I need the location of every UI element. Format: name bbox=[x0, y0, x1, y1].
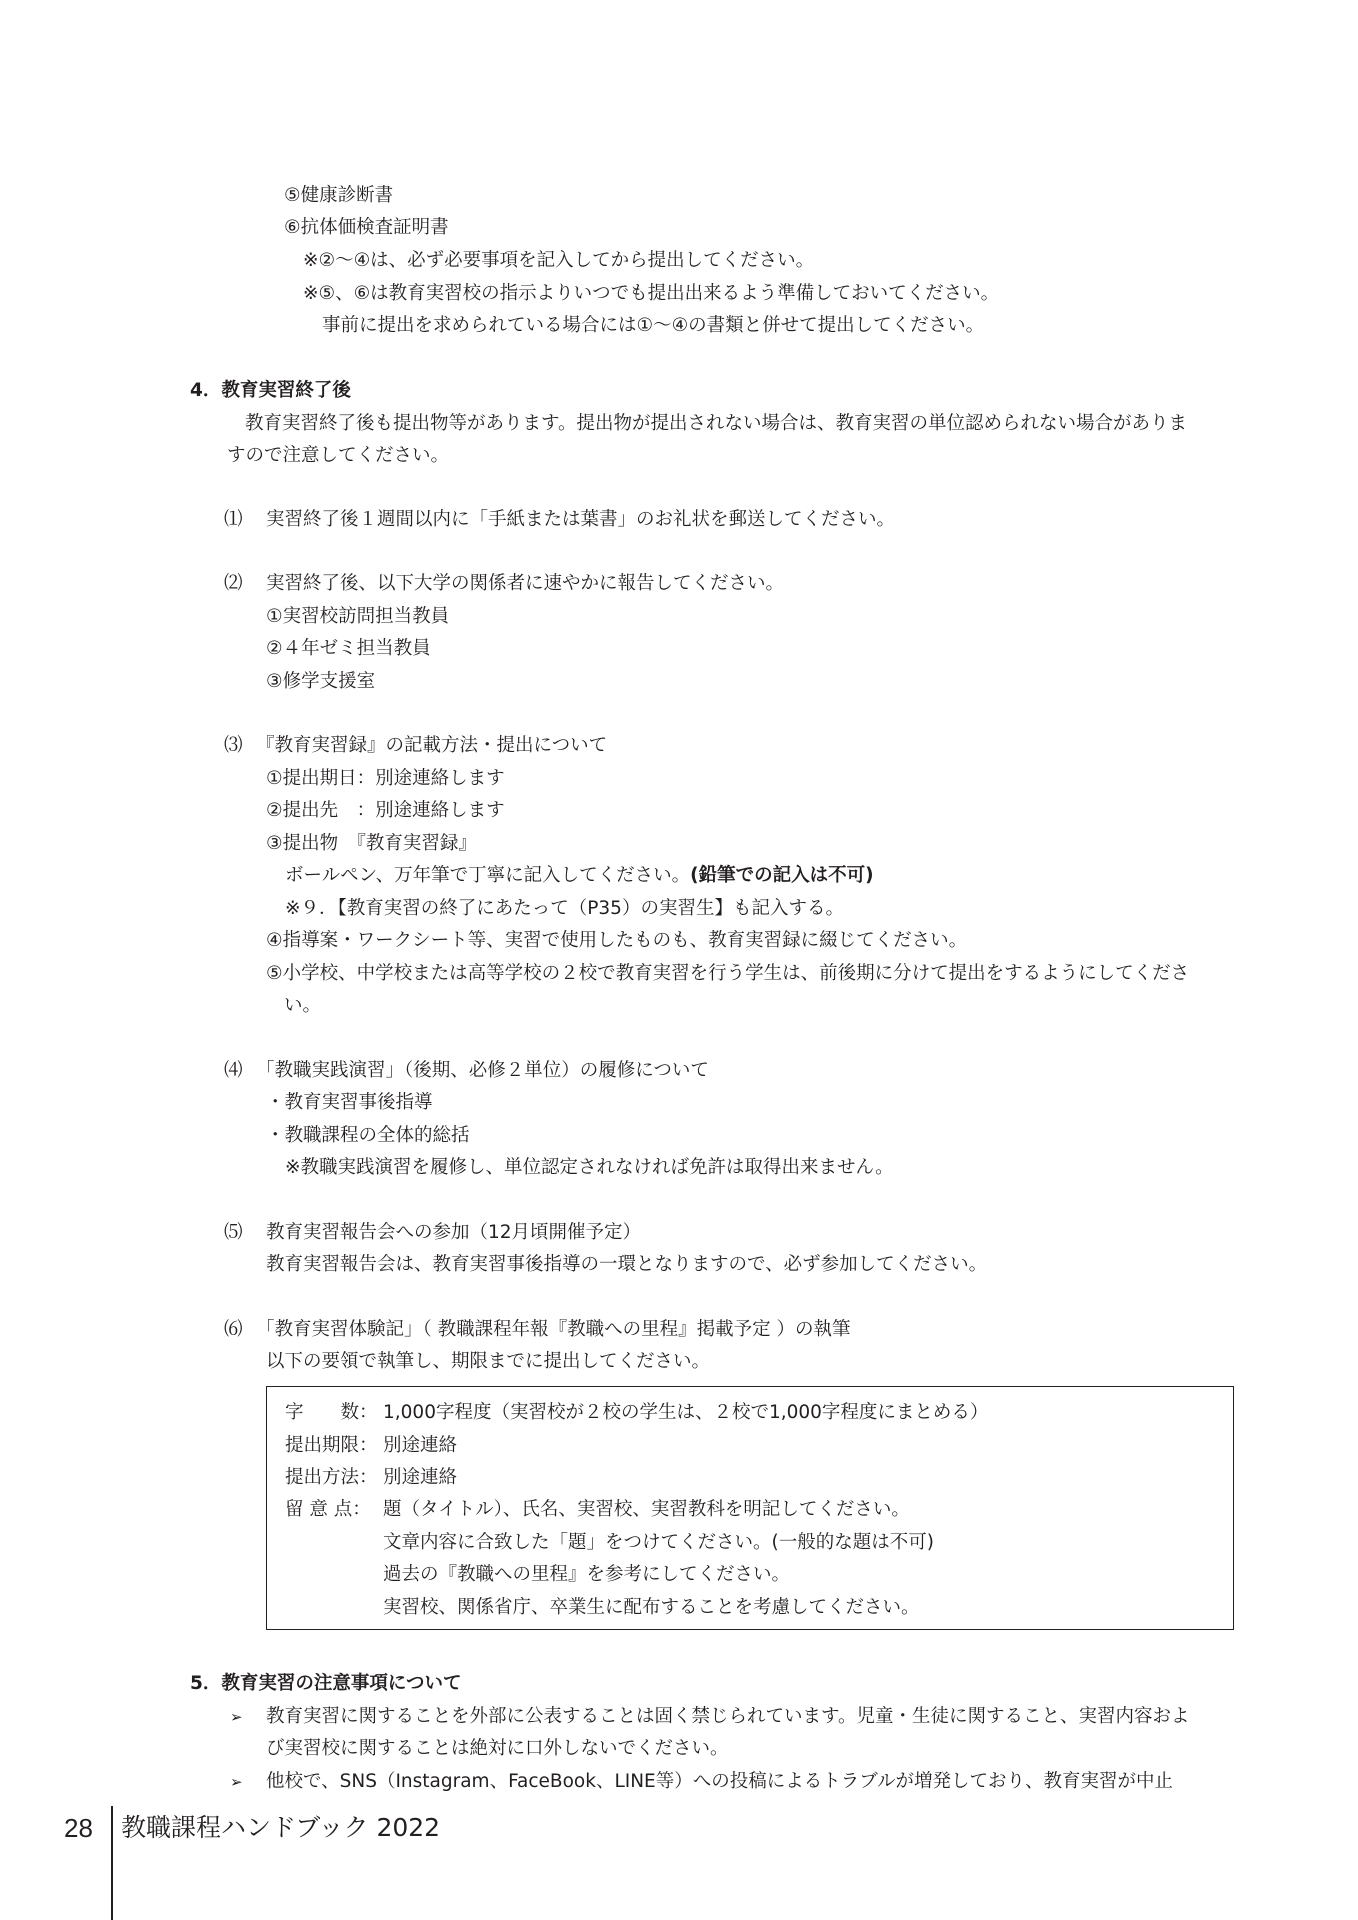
pen-instruction-text: ボールペン、万年筆で丁寧に記入してください。 bbox=[285, 865, 691, 886]
note-2-continued: 事前に提出を求められている場合には①～④の書類と併せて提出してください。 bbox=[322, 315, 985, 336]
two-school-note-line-1: ⑤小学校、中学校または高等学校の２校で教育実習を行う学生は、前後期に分けて提出をするようにしてくださ bbox=[266, 963, 1190, 984]
essay-note-1: 題（タイトル）、氏名、実習校、実習教科を明記してください。 bbox=[383, 1499, 910, 1520]
section-4-intro-line-1: 教育実習終了後も提出物等があります。提出物が提出されない場合は、教育実習の単位認められない場合がありま bbox=[245, 413, 1188, 434]
item-3-text: 『教育実習録』の記載方法・提出について bbox=[256, 735, 608, 756]
bullet-1-line-1: 教育実習に関することを外部に公表することは固く禁じられています。児童・生徒に関すること、実習内容およ bbox=[266, 1706, 1190, 1727]
attach-materials: ④指導案・ワークシート等、実習で使用したものも、教育実習録に綴じてください。 bbox=[266, 930, 968, 951]
bullet-1-line-2: び実習校に関することは絶対に口外しないでください。 bbox=[266, 1738, 729, 1759]
record-reference-note: ※９．【教育実習の終了にあたって（P35）の実習生】も記入する。 bbox=[285, 898, 844, 919]
submission-item: ③提出物 『教育実習録』 bbox=[266, 833, 477, 854]
item-3-number: ⑶ bbox=[224, 735, 243, 756]
item-5-detail: 教育実習報告会は、教育実習事後指導の一環となりますので、必ず参加してください。 bbox=[266, 1254, 988, 1275]
essay-note-4: 実習校、関係省庁、卒業生に配布することを考慮してください。 bbox=[383, 1597, 920, 1618]
method-label: 提出方法： bbox=[285, 1467, 378, 1488]
chars-value: 1,000字程度（実習校が２校の学生は、２校で1,000字程度にまとめる） bbox=[383, 1402, 989, 1423]
page-number: 28 bbox=[64, 1813, 93, 1843]
practicum-topic-1: ・教育実習事後指導 bbox=[266, 1092, 433, 1113]
chars-label: 字 数： bbox=[285, 1402, 378, 1423]
item-5-number: ⑸ bbox=[224, 1222, 243, 1243]
notes-label: 留 意 点： bbox=[285, 1499, 371, 1520]
section-5-heading: 5．教育実習の注意事項について bbox=[190, 1673, 462, 1694]
footer-divider bbox=[111, 1806, 113, 1920]
section-4-heading: 4．教育実習終了後 bbox=[190, 380, 351, 401]
submission-destination: ②提出先 ：別途連絡します bbox=[266, 800, 505, 821]
method-value: 別途連絡 bbox=[383, 1467, 458, 1488]
practicum-topic-2: ・教職課程の全体的総括 bbox=[266, 1125, 470, 1146]
item-6-text: 「教育実習体験記」（ 教職課程年報『教職への里程』掲載予定 ）の執筆 bbox=[256, 1319, 851, 1340]
note-1: ※②～④は、必ず必要事項を記入してから提出してください。 bbox=[303, 250, 815, 271]
report-contact-2: ②４年ゼミ担当教員 bbox=[266, 638, 431, 659]
section-4-intro-line-2: すので注意してください。 bbox=[227, 445, 450, 466]
document-item-5: ⑤健康診断書 bbox=[284, 185, 394, 206]
item-1-text: 実習終了後１週間以内に「手紙または葉書」のお礼状を郵送してください。 bbox=[266, 509, 896, 530]
deadline-label: 提出期限： bbox=[285, 1435, 378, 1456]
item-5-text: 教育実習報告会への参加（12月頃開催予定） bbox=[266, 1222, 642, 1243]
item-2-number: ⑵ bbox=[224, 573, 243, 594]
submission-deadline: ①提出期日：別途連絡します bbox=[266, 768, 505, 789]
essay-note-2: 文章内容に合致した「題」をつけてください。(一般的な題は不可) bbox=[383, 1532, 934, 1553]
document-item-6: ⑥抗体価検査証明書 bbox=[284, 217, 449, 238]
deadline-value: 別途連絡 bbox=[383, 1435, 458, 1456]
item-4-number: ⑷ bbox=[224, 1060, 243, 1081]
bullet-2-line-1: 他校で、SNS（Instagram、FaceBook、LINE等）への投稿によるトラブルが増発しており、教育実習が中止 bbox=[266, 1771, 1174, 1792]
pencil-prohibited: (鉛筆での記入は不可) bbox=[690, 865, 874, 886]
two-school-note-line-2: い。 bbox=[284, 995, 322, 1016]
report-contact-3: ③修学支援室 bbox=[266, 671, 376, 692]
report-contact-1: ①実習校訪問担当教員 bbox=[266, 606, 450, 627]
item-6-number: ⑹ bbox=[224, 1319, 243, 1340]
item-4-text: 「教職実践演習」（後期、必修２単位）の履修について bbox=[256, 1060, 709, 1081]
handbook-title: 教職課程ハンドブック 2022 bbox=[121, 1813, 441, 1842]
arrow-bullet-icon: ➢ bbox=[230, 1773, 243, 1791]
item-6-detail: 以下の要領で執筆し、期限までに提出してください。 bbox=[266, 1351, 711, 1372]
license-note: ※教職実践演習を履修し、単位認定されなければ免許は取得出来ません。 bbox=[285, 1157, 894, 1178]
essay-note-3: 過去の『教職への里程』を参考にしてください。 bbox=[383, 1564, 791, 1585]
item-1-number: ⑴ bbox=[224, 509, 243, 530]
arrow-bullet-icon: ➢ bbox=[230, 1708, 243, 1726]
pen-instruction bbox=[285, 863, 874, 889]
note-2: ※⑤、⑥は教育実習校の指示よりいつでも提出出来るよう準備しておいてください。 bbox=[303, 283, 1000, 304]
item-2-text: 実習終了後、以下大学の関係者に速やかに報告してください。 bbox=[266, 573, 785, 594]
